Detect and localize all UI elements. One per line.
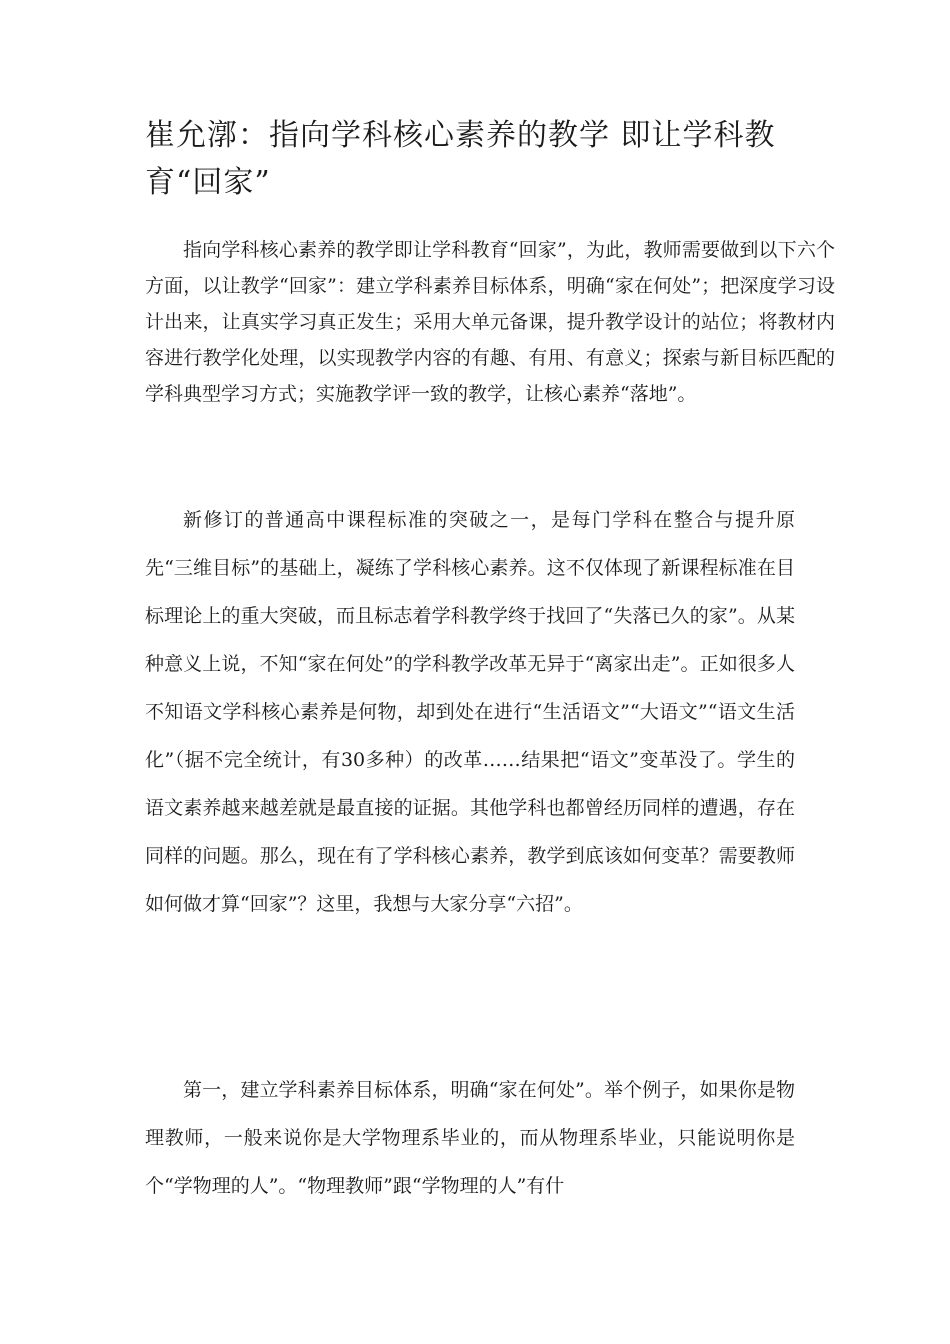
body-paragraph: 新修订的普通高中课程标准的突破之一，是每门学科在整合与提升原先“三维目标”的基础上，凝练了学科核心素养。这不仅体现了新课程标准在目标理论上的重大突破，而且标志着学科教学终于找回了“失落已久的家”。从某种意义上说，不知“家在何处”的学科教学改革无异于“离家出走”。正如很多人不知语文学科核心素养是何物，却到处在进行“生活语文”“大语文”“语文生活化”（据不完全统计，有30多种）的改革……结果把“语文”变革没了。学生的语文素养越来越差就是最直接的证据。其他学科也都曾经历同样的遭遇，存在同样的问题。那么，现在有了学科核心素养，教学到底该如何变革？需要教师如何做才算“回家”？这里，我想与大家分享“六招”。 [145, 509, 795, 915]
body-paragraph: 第一，建立学科素养目标体系，明确“家在何处”。举个例子，如果你是物理教师，一般来说你是大学物理系毕业的，而从物理系毕业，只能说明你是个“学物理的人”。“物理教师”跟“学物理的人”有什 [145, 1079, 795, 1197]
abstract-paragraph: 指向学科核心素养的教学即让学科教育“回家”，为此，教师需要做到以下六个方面，以让教学“回家”：建立学科素养目标体系，明确“家在何处”；把深度学习设计出来，让真实学习真正发生；采用大单元备课，提升教学设计的站位；将教材内容进行教学化处理，以实现教学内容的有趣、有用、有意义；探索与新目标匹配的学科典型学习方式；实施教学评一致的教学，让核心素养“落地”。 [145, 239, 835, 405]
article-title: 崔允漷：指向学科核心素养的教学 即让学科教育“回家” [145, 118, 776, 200]
